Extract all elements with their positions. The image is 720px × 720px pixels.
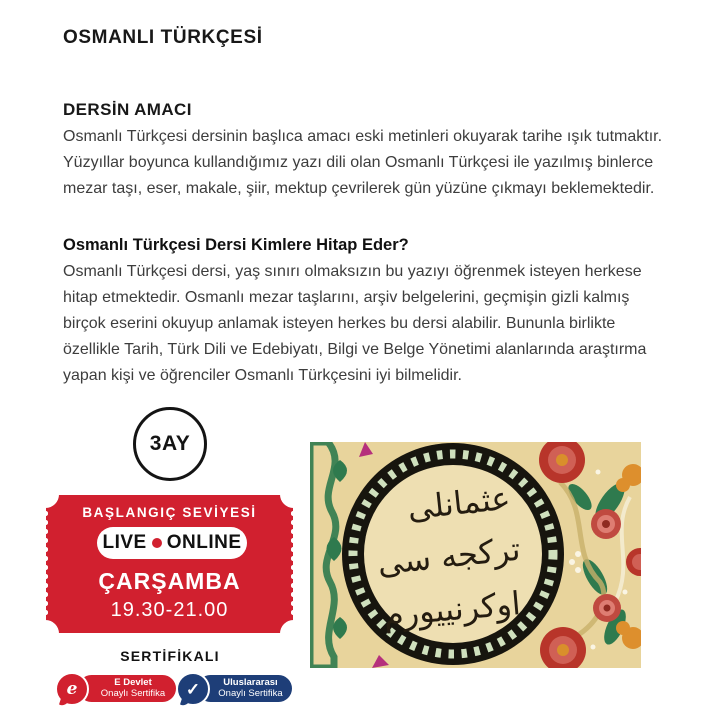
- duration-badge: [133, 407, 207, 481]
- international-badge-pill: [197, 675, 292, 702]
- purpose-paragraph: Osmanlı Türkçesi dersinin başlıca amacı eski metinleri okuyarak tarihe ışık tutmaktır. Yüzyıllar boyunca kullandığımız yazı dili olan Osmanlı Türkçesi ile yazılmış binlerce mezar taşı, eser, makale, şiir, mektup çevrilerek gün yüzüne çıkmayı beklemektedir.: [63, 128, 663, 197]
- ticket-notch: [32, 620, 59, 647]
- edevlet-badge-pill: [78, 675, 176, 702]
- edevlet-badge-line2: Onaylı Sertifika: [100, 687, 166, 699]
- audience-heading: Osmanlı Türkçesi Dersi Kimlere Hitap Eder?: [63, 236, 409, 254]
- e-devlet-icon: [55, 672, 89, 706]
- course-time: 19.30-21.00: [110, 599, 229, 621]
- course-level-label: BAŞLANGIÇ SEVİYESİ: [82, 505, 257, 520]
- flower-right-lower: [593, 594, 621, 622]
- edevlet-certificate-badge: [55, 672, 176, 706]
- certified-title: SERTİFİKALI: [120, 648, 220, 664]
- calligraphy-line-3: اوكرنييورم: [382, 584, 523, 634]
- duration-label: 3AY: [149, 432, 191, 455]
- live-label: LIVE: [102, 532, 147, 553]
- international-badge-line2: Onaylı Sertifika: [218, 687, 283, 699]
- purpose-heading: DERSİN AMACI: [63, 100, 192, 119]
- calligraphy-illustration: [310, 442, 641, 668]
- ticket-notch: [280, 481, 307, 508]
- live-online-pill: [97, 527, 247, 559]
- calligraphy-line-1: عثمانلى: [405, 478, 513, 528]
- ticket-notch: [280, 620, 307, 647]
- audience-paragraph: Osmanlı Türkçesi dersi, yaş sınırı olmaksızın bu yazıyı öğrenmek isteyen herkese hitap etmektedir. Osmanlı mezar taşlarını, arşiv belgelerini, geçmişin gizli kalmış birçok eserini okuyup anlamak isteyen herkes bu dersi alabilir. Bununla birlikte özellikle Tarih, Türk Dili ve Edebiyatı, Bilgi ve Belge Yönetimi alanlarında araştırma yapan kişi ve öğrenciler Osmanlı Türkçesini iyi bilmelidir.: [63, 263, 647, 384]
- edevlet-badge-line1: E Devlet: [114, 676, 152, 688]
- international-badge-line1: Uluslararası: [223, 676, 278, 688]
- ticket-notch: [32, 481, 59, 508]
- international-certificate-badge: [176, 672, 292, 706]
- e-devlet-glyph: e: [66, 678, 78, 699]
- ottoman-calligraphy-artwork: [310, 442, 641, 668]
- flower-right-upper: [591, 509, 621, 539]
- course-day: ÇARŞAMBA: [98, 568, 241, 594]
- red-dot-icon: [152, 538, 162, 548]
- schedule-ticket: [46, 495, 293, 633]
- checkmark-icon: ✓: [176, 672, 210, 706]
- page-title: OSMANLI TÜRKÇESİ: [63, 27, 263, 48]
- online-label: ONLINE: [166, 532, 242, 553]
- calligraphy-line-2: تركجه سى: [375, 529, 523, 583]
